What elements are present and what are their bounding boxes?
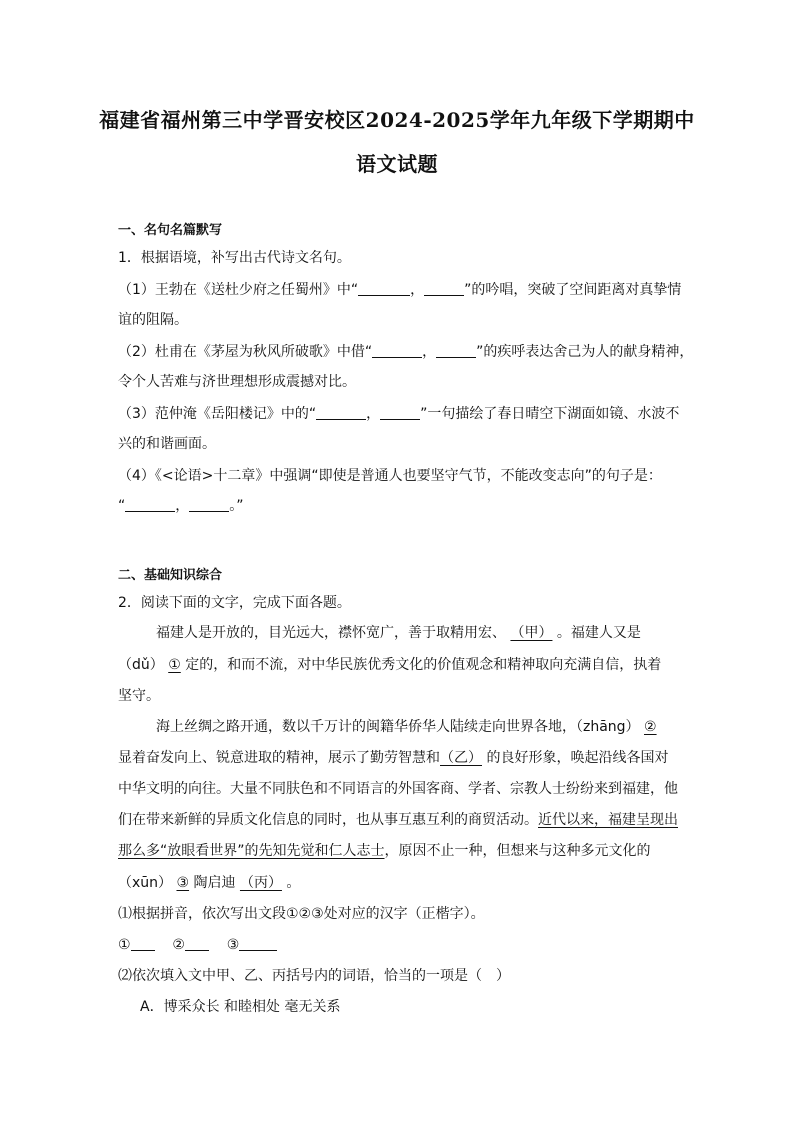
q2-blank-bing[interactable]: （丙） (239, 875, 282, 891)
q2-blank-jia[interactable]: （甲） (510, 625, 553, 641)
q2-underlined-sentence-b: 那么多“放眼看世界”的先知先觉和仁人志士 (118, 843, 385, 859)
q2-sub1-blank-1[interactable] (131, 936, 155, 951)
q2-para2-text-g: 。 (286, 875, 301, 891)
q1-item1-line2: 谊的阻隔。 (118, 312, 188, 328)
q1-item3-text-b: ， (366, 406, 381, 422)
q1-item3-line2: 兴的和谐画面。 (118, 436, 216, 452)
q2-para2-line1 (156, 717, 657, 737)
section2-heading: 二、基础知识综合 (118, 568, 223, 583)
exam-title-line2: 语文试题 (356, 152, 438, 176)
q2-para1-text-a: 福建人是开放的，目光远大，襟怀宽广，善于取精用宏、 (156, 625, 506, 641)
q2-para2-line6 (118, 873, 300, 893)
q2-blank-1[interactable]: ① (168, 657, 181, 673)
q1-item2-blank2[interactable] (436, 343, 476, 358)
q1-item4-text-c: ， (175, 498, 190, 514)
q2-para2-text-d: 们在带来新鲜的异质文化信息的同时，也从事互惠互利的商贸活动。 (118, 812, 538, 828)
q2-para2-text-e: ，原因不止一种，但想来与这种多元文化的 (384, 843, 651, 859)
q1-item1-line1 (118, 280, 681, 300)
q2-para2-text-b: 显着奋发向上、锐意进取的精神，展示了勤劳智慧和 (118, 750, 440, 766)
q1-item2-text-a: （2）杜甫在《茅屋为秋风所破歌》中借“ (118, 344, 373, 360)
q1-item1-blank1[interactable] (358, 281, 410, 296)
q2-stem: 2．阅读下面的文字，完成下面各题。 (118, 595, 351, 611)
q2-sub1-answers (118, 935, 277, 955)
q2-sub1-blank-2[interactable] (185, 936, 209, 951)
exam-title-line1: 福建省福州第三中学晋安校区2024-2025学年九年级下学期期中 (99, 108, 695, 132)
q2-para2-line5 (118, 841, 651, 861)
q2-sub1-stem: ⑴根据拼音，依次写出文段①②③处对应的汉字（正楷字）。 (118, 906, 485, 922)
q2-para2-text-a: 海上丝绸之路开通，数以千万计的闽籍华侨华人陆续走向世界各地，（zhāng） (156, 719, 640, 735)
q2-para2-line2 (118, 748, 668, 768)
q2-sub1-label-3: ③ (226, 937, 240, 953)
q2-para1-text-c: 定的，和而不流，对中华民族优秀文化的价值观念和精神取向充满自信，执着 (185, 657, 662, 673)
q2-pinyin-xun: （xūn） (118, 875, 173, 891)
q1-item1-text-b: ， (410, 282, 425, 298)
q2-blank-3[interactable]: ③ (176, 875, 190, 891)
q1-item3-blank2[interactable] (380, 405, 420, 420)
q1-item4-blank2[interactable] (189, 497, 229, 512)
q1-item3-text-a: （3）范仲淹《岳阳楼记》中的“ (118, 406, 317, 422)
q2-para2-text-c: 的良好形象，唤起沿线各国对 (486, 750, 669, 766)
q1-stem: 1．根据语境，补写出古代诗文名句。 (118, 250, 351, 266)
q1-item4-line1: （4）《<论语>十二章》中强调“即使是普通人也要坚守气节，不能改变志向”的句子是： (118, 468, 662, 484)
q2-blank-2[interactable]: ② (644, 719, 657, 735)
q1-item1-blank2[interactable] (424, 281, 464, 296)
q2-para1-text-b: 。福建人又是 (556, 625, 641, 641)
q2-para1-line1 (156, 623, 641, 643)
q2-para1-line3: 坚守。 (118, 688, 160, 704)
q1-item2-text-c: ”的疾呼表达舍己为人的献身精神， (476, 344, 694, 360)
q1-item2-line2: 令个人苦难与济世理想形成震撼对比。 (118, 374, 356, 390)
q1-item4-text-b: “ (118, 498, 126, 514)
q1-item3-blank1[interactable] (316, 405, 366, 420)
q2-sub2-option-a[interactable]: A．博采众长 和睦相处 毫无关系 (140, 999, 341, 1015)
q1-item4-text-d: 。” (229, 498, 244, 514)
q1-item2-text-b: ， (422, 344, 437, 360)
q2-para2-text-f: 陶启迪 (193, 875, 236, 891)
q1-item2-blank1[interactable] (372, 343, 422, 358)
section1-heading: 一、名句名篇默写 (118, 223, 223, 238)
q2-para2-line3: 中华文明的向往。大量不同肤色和不同语言的外国客商、学者、宗教人士纷纷来到福建，他 (118, 781, 678, 797)
q2-para2-line4 (118, 810, 678, 830)
q2-sub1-blank-3[interactable] (239, 936, 277, 951)
q1-item2-line1 (118, 342, 693, 362)
q2-sub1-label-2: ② (172, 937, 185, 953)
q2-sub2-stem: ⑵依次填入文中甲、乙、丙括号内的词语，恰当的一项是（ ） (118, 968, 510, 984)
q1-item1-text-a: （1）王勃在《送杜少府之任蜀州》中“ (118, 282, 359, 298)
q2-sub1-label-1: ① (118, 937, 131, 953)
q1-item4-line2 (118, 496, 244, 516)
q2-pinyin-du: （dǔ） (118, 657, 164, 673)
q1-item4-blank1[interactable] (125, 497, 175, 512)
q2-underlined-sentence-a: 近代以来，福建呈现出 (538, 812, 678, 828)
q1-item3-text-c: ”一句描绘了春日晴空下湖面如镜、水波不 (420, 406, 680, 422)
q2-para1-line2 (118, 655, 661, 675)
q2-blank-yi[interactable]: （乙） (440, 750, 482, 766)
q1-item1-text-c: ”的吟唱，突破了空间距离对真挚情 (464, 282, 682, 298)
q1-item3-line1 (118, 404, 679, 424)
